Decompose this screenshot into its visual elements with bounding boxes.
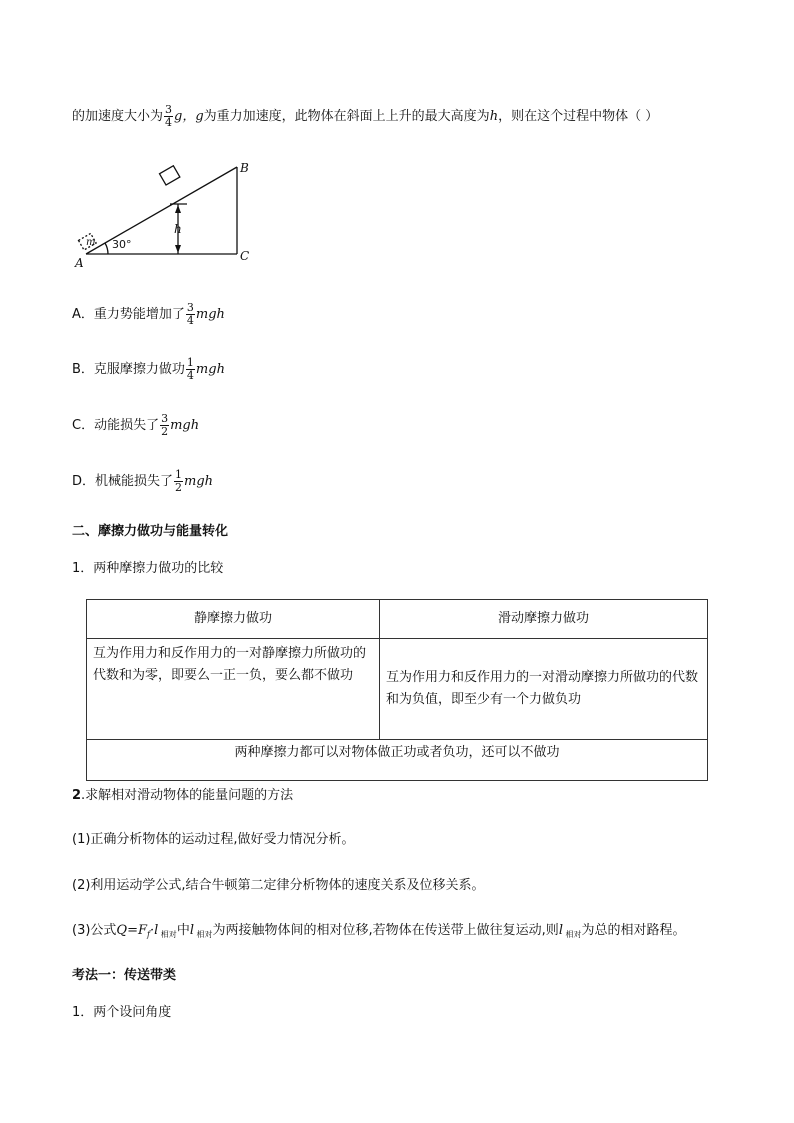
table-row bbox=[87, 740, 708, 781]
table-cell-static: 互为作用力和反作用力的一对静摩擦力所做功的代数和为零，即要么一正一负，要么都不做功 bbox=[87, 639, 380, 740]
table-footer: 两种摩擦力都可以对物体做正功或者负功，还可以不做功 bbox=[87, 740, 708, 781]
table-header-static: 静摩擦力做功 bbox=[87, 600, 380, 639]
label-m: m bbox=[86, 237, 96, 248]
label-h: h bbox=[174, 222, 182, 236]
comparison-table bbox=[86, 599, 708, 781]
table-header-sliding: 滑动摩擦力做功 bbox=[380, 600, 708, 639]
angle-label: 30° bbox=[112, 238, 132, 251]
step-three: (3)公式$Q=F_f\cdot l$ $_{相对}$中l $_{相对}$为两接触物体间的相对位移,若物体在传送带上做往复运动,则l $_{相对}$为总的相对路程。 bbox=[72, 923, 686, 939]
table-row bbox=[87, 639, 708, 740]
section-title: 二、摩擦力做功与能量转化 bbox=[72, 524, 229, 539]
table-cell-sliding: 互为作用力和反作用力的一对滑动摩擦力所做功的代数和为负值，即至少有一个力做负功 bbox=[380, 639, 708, 740]
label-b: B bbox=[240, 161, 249, 175]
label-a: A bbox=[75, 256, 84, 270]
label-c: C bbox=[240, 249, 250, 263]
option-a[interactable]: A．重力势能增加了 $\frac{3}{4}$ mgh bbox=[72, 301, 225, 327]
step-two: (2)利用运动学公式,结合牛顿第二定律分析物体的速度关系及位移关系。 bbox=[72, 878, 485, 893]
step-one: (1)正确分析物体的运动过程,做好受力情况分析。 bbox=[72, 832, 355, 847]
incline-diagram bbox=[70, 155, 260, 270]
item-title: 1．两种摩擦力做功的比较 bbox=[72, 561, 224, 576]
option-b[interactable]: B．克服摩擦力做功 $\frac{1}{4}$ mgh bbox=[72, 356, 225, 382]
arrow-up-icon bbox=[175, 205, 181, 213]
incline-line bbox=[86, 167, 237, 254]
table-row bbox=[87, 600, 708, 639]
method-item: 1．两个设问角度 bbox=[72, 1005, 172, 1020]
method-title: 考法一：传送带类 bbox=[72, 968, 177, 983]
arrow-down-icon bbox=[175, 245, 181, 253]
item-two-title: 2.求解相对滑动物体的能量问题的方法 bbox=[72, 788, 294, 803]
option-d[interactable]: D．机械能损失了 $\frac{1}{2}$ mgh bbox=[72, 468, 214, 494]
option-c[interactable]: C．动能损失了 $\frac{3}{2}$ mgh bbox=[72, 412, 200, 438]
fraction: $\frac{3}{4}$ bbox=[165, 103, 173, 129]
question-text: 的加速度大小为 $\frac{3}{4}$ g，g为重力加速度，此物体在斜面上上升的最大高度为h，则在这个过程中物体（ ） bbox=[72, 103, 659, 129]
angle-arc bbox=[105, 243, 108, 254]
block bbox=[160, 166, 180, 185]
